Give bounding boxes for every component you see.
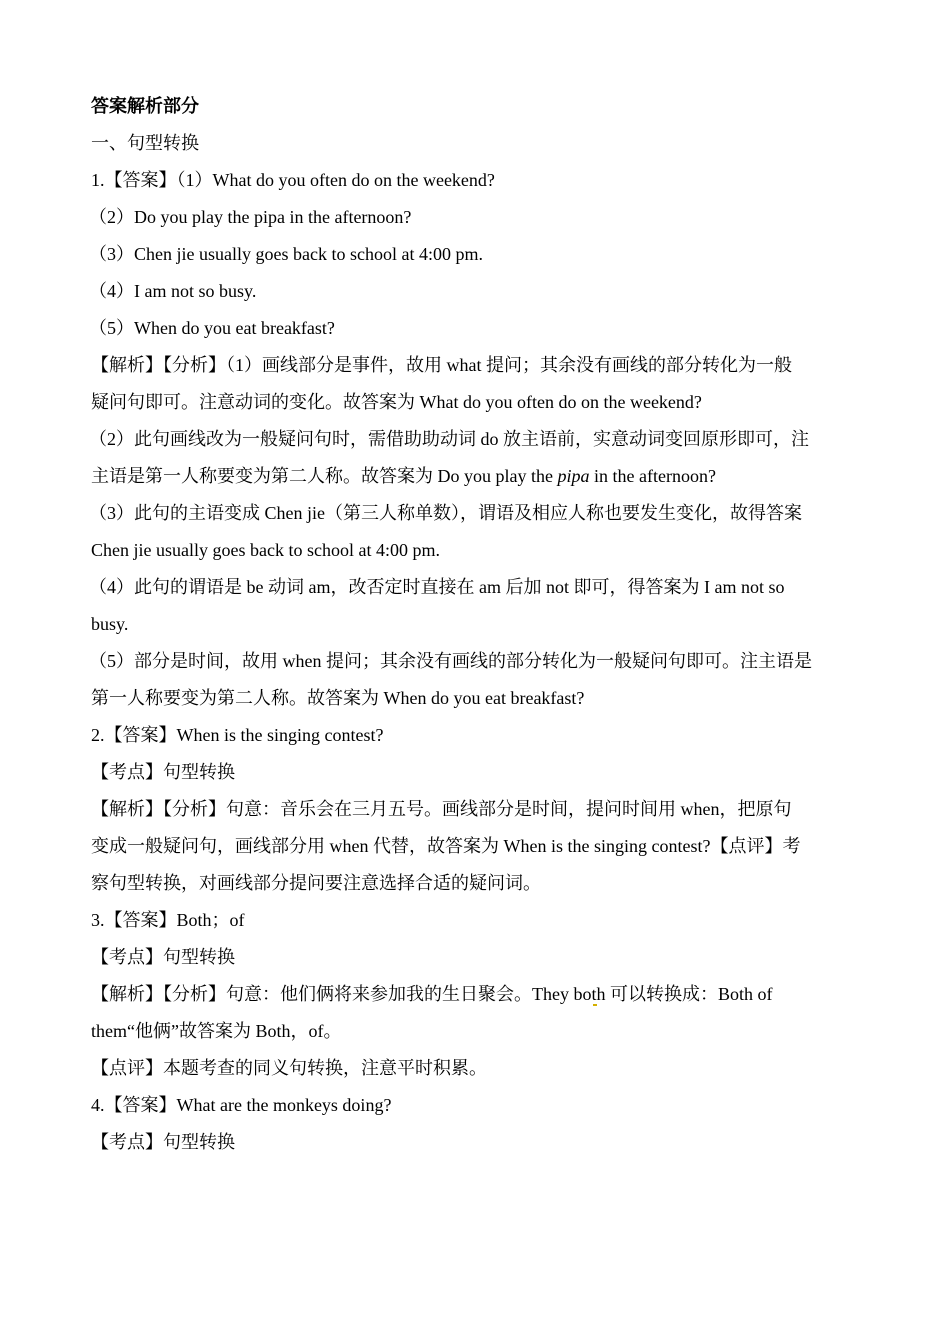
part-title: 一、句型转换 — [91, 133, 199, 153]
q3-point: 【考点】句型转换 — [91, 947, 235, 967]
q1-explanation-2b-italic: pipa — [557, 466, 590, 486]
q1-explanation-2b-pre: 主语是第一人称要变为第二人称。故答案为 Do you play the — [91, 466, 558, 486]
q3-explanation-a-pre: 【解析】【分析】句意：他们俩将来参加我的生日聚会。They bot — [91, 984, 597, 1004]
q1-explanation-2b-post: in the afternoon? — [589, 466, 716, 486]
q1-explanation-3b: Chen jie usually goes back to school at 4:00 pm. — [91, 540, 440, 560]
q1-answer-5: （5）When do you eat breakfast? — [89, 318, 335, 338]
q4-answer-line: 4.【答案】What are the monkeys doing? — [91, 1095, 392, 1115]
q1-explanation-2a: （2）此句画线改为一般疑问句时，需借助助动词 do 放主语前，实意动词变回原形即可，注 — [89, 429, 809, 449]
q3-explanation-a-post: h 可以转换成：Both of — [596, 984, 773, 1004]
q3-explanation-a — [91, 976, 861, 1013]
q1-explanation-2b — [91, 458, 861, 495]
q1-explanation-5b: 第一人称要变为第二人称。故答案为 When do you eat breakfast? — [91, 688, 585, 708]
q2-explanation-a: 【解析】【分析】句意：音乐会在三月五号。画线部分是时间，提问时间用 when，把原句 — [91, 799, 792, 819]
answer-document — [91, 88, 861, 1161]
q2-answer-line: 2.【答案】When is the singing contest? — [91, 725, 384, 745]
q1-explanation-4b: busy. — [91, 614, 129, 634]
section-title: 答案解析部分 — [91, 96, 199, 116]
q1-explanation-1b: 疑问句即可。注意动词的变化。故答案为 What do you often do on the weekend? — [91, 392, 702, 412]
q1-answer-2: （2）Do you play the pipa in the afternoon? — [89, 207, 412, 227]
q1-answer-line: 1.【答案】（1）What do you often do on the weekend? — [91, 170, 495, 190]
q1-answer-4: （4）I am not so busy. — [89, 281, 257, 301]
q3-answer-line: 3.【答案】Both；of — [91, 910, 245, 930]
q3-comment: 【点评】本题考查的同义句转换，注意平时积累。 — [91, 1058, 487, 1078]
highlight-mark — [593, 1004, 597, 1006]
q1-answer-3: （3）Chen jie usually goes back to school at 4:00 pm. — [89, 244, 483, 264]
q3-explanation-b: them“他俩”故答案为 Both，of。 — [91, 1021, 342, 1041]
q4-point: 【考点】句型转换 — [91, 1132, 235, 1152]
q2-explanation-c: 察句型转换，对画线部分提问要注意选择合适的疑问词。 — [91, 873, 541, 893]
q1-explanation-5a: （5）部分是时间，故用 when 提问；其余没有画线的部分转化为一般疑问句即可。注主语是 — [89, 651, 812, 671]
q1-explanation-1a: 【解析】【分析】（1）画线部分是事件，故用 what 提问；其余没有画线的部分转化为一般 — [91, 355, 792, 375]
q2-explanation-b: 变成一般疑问句，画线部分用 when 代替，故答案为 When is the singing contest?【点评】考 — [91, 836, 801, 856]
q1-explanation-3a: （3）此句的主语变成 Chen jie（第三人称单数），谓语及相应人称也要发生变化，故得答案 — [89, 503, 802, 523]
q2-point: 【考点】句型转换 — [91, 762, 235, 782]
q1-explanation-4a: （4）此句的谓语是 be 动词 am，改否定时直接在 am 后加 not 即可，得答案为 I am not so — [89, 577, 785, 597]
